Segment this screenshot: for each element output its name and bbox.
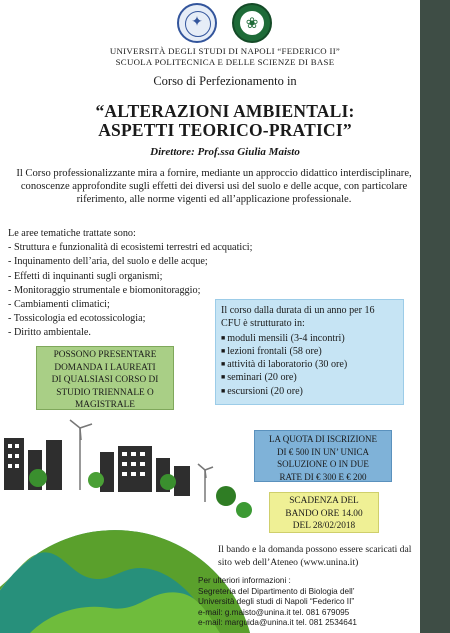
structure-item: ■ moduli mensili (3-4 incontri) xyxy=(221,332,398,345)
topic-item: - Monitoraggio strumentale e biomonitoraggio; xyxy=(8,284,201,296)
course-structure-box xyxy=(215,299,404,405)
course-title-line-2: ASPETTI TEORICO-PRATICI” xyxy=(98,120,352,140)
topics-heading: Le aree tematiche trattate sono: xyxy=(8,228,136,239)
contact-line: Università degli studi di Napoli “Federico II” xyxy=(198,597,355,607)
eligibility-box xyxy=(36,346,174,410)
course-title-line-1: “ALTERAZIONI AMBIENTALI: xyxy=(95,101,355,121)
contact-line: Segreteria del Dipartimento di Biologia dell’ xyxy=(198,586,355,596)
deadline-text: SCADENZA DEL BANDO ORE 14.00 DEL 28/02/2018 xyxy=(285,496,363,531)
structure-item: ■ lezioni frontali (58 ore) xyxy=(221,345,398,358)
school-name: SCUOLA POLITECNICA E DELLE SCIENZE DI BASE xyxy=(115,57,335,67)
course-structure-intro: Il corso dalla durata di un anno per 16 CFU è strutturato in: xyxy=(221,305,375,330)
fee-text: LA QUOTA DI ISCRIZIONE DI € 500 IN UN’ UNICA SOLUZIONE O IN DUE RATE DI € 300 E € 200 xyxy=(268,434,378,482)
eligibility-text: POSSONO PRESENTARE DOMANDA I LAUREATI DI QUALSIASI CORSO DI STUDIO TRIENNALE O MAGISTRALE xyxy=(51,350,159,410)
contact-info xyxy=(198,576,420,629)
contact-email-line: e-mail: g.maisto@unina.it tel. 081 679095 xyxy=(198,607,350,617)
structure-item: ■ escursioni (20 ore) xyxy=(221,385,398,398)
deadline-box xyxy=(269,492,379,533)
contact-line: Per ulteriori informazioni : xyxy=(198,576,291,585)
topic-item: - Effetti di inquinanti sugli organismi; xyxy=(8,270,163,282)
university-seal-logo xyxy=(177,3,217,43)
course-title xyxy=(0,102,450,140)
topic-item: - Struttura e funzionalità di ecosistemi terrestri ed acquatici; xyxy=(8,242,253,254)
course-type-label: Corso di Perfezionamento in xyxy=(153,74,297,88)
topic-item: - Tossicologia ed ecotossicologia; xyxy=(8,313,146,325)
course-description: Il Corso professionalizzante mira a fornire, mediante un approccio didattico interdisciplinare, conoscenze approfondite sugli effetti dei diversi usi del suolo e delle acque, con particolare riferimento, alle norme vigenti ed all’applicazione professionale. xyxy=(16,168,412,206)
download-notice: Il bando e la domanda possono essere scaricati dal sito web dell’Ateneo (www.unina.it) xyxy=(218,544,412,568)
course-director: Direttore: Prof.ssa Giulia Maisto xyxy=(150,146,300,158)
topic-item: - Diritto ambientale. xyxy=(8,327,91,339)
fee-box xyxy=(254,430,392,482)
school-seal-logo xyxy=(232,3,272,43)
contact-email-line: e-mail: marguida@unina.it tel. 081 2534641 xyxy=(198,618,357,628)
structure-item: ■ attività di laboratorio (30 ore) xyxy=(221,358,398,371)
structure-item: ■ seminari (20 ore) xyxy=(221,371,398,384)
university-name: UNIVERSITÀ DEGLI STUDI DI NAPOLI “FEDERICO II” xyxy=(109,46,341,56)
topic-item: - Cambiamenti climatici; xyxy=(8,299,110,311)
side-decorative-bar xyxy=(420,0,450,633)
topic-item: - Inquinamento dell’aria, del suolo e delle acque; xyxy=(8,256,208,268)
course-structure-list xyxy=(221,332,398,398)
